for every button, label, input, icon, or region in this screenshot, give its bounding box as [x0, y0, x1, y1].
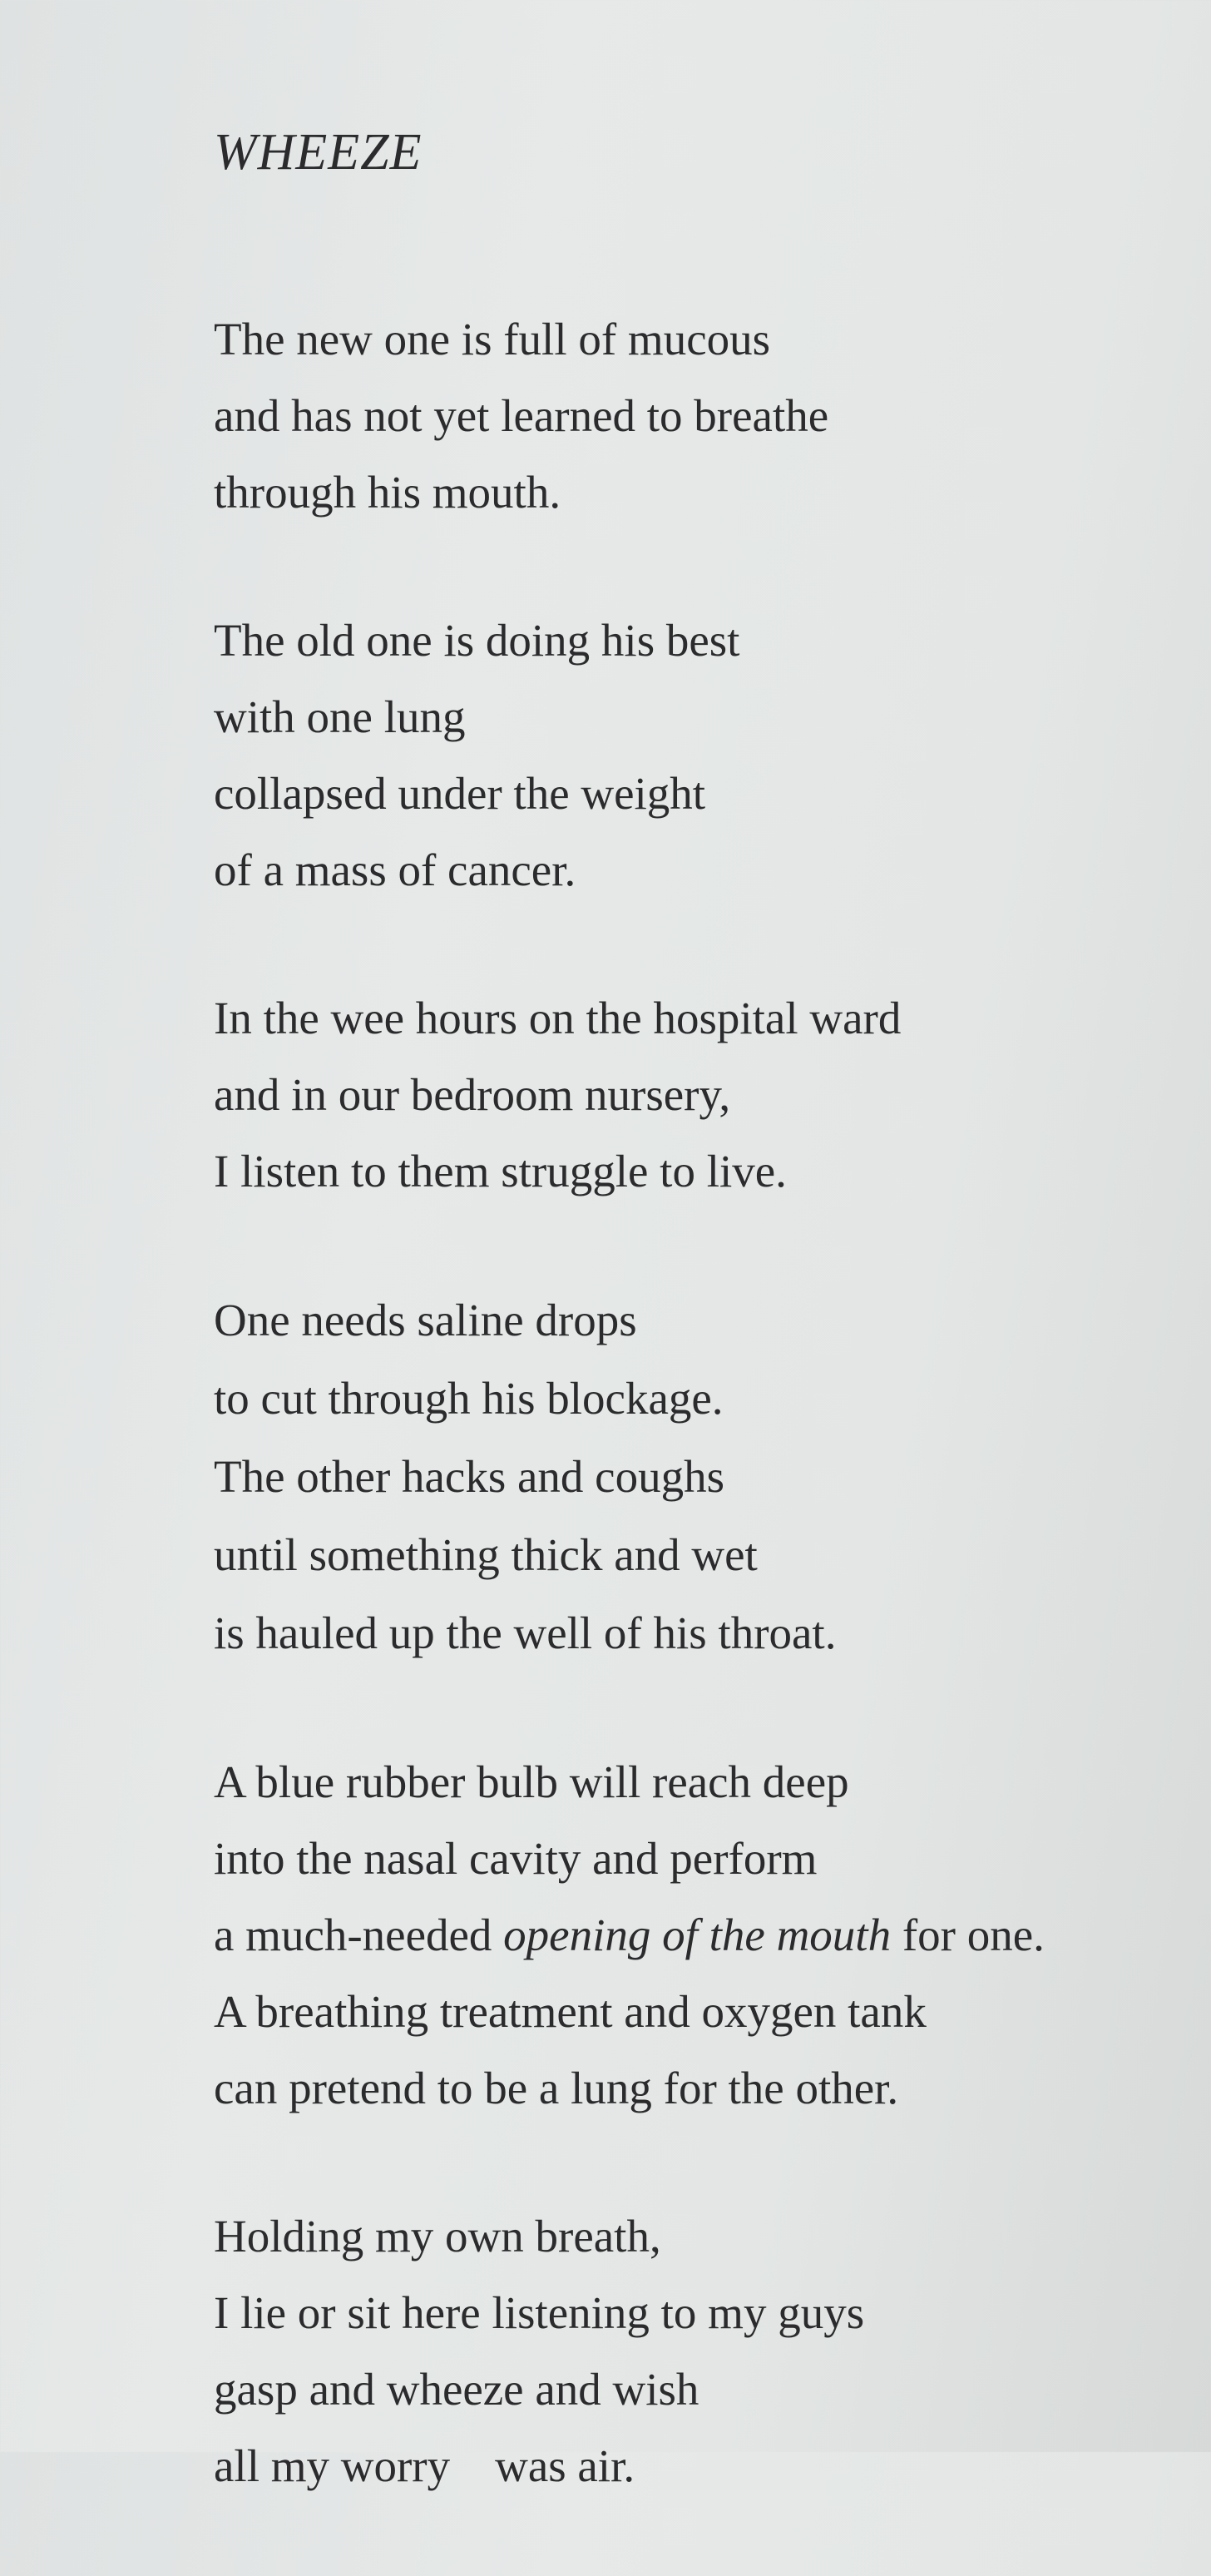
poem-line: A breathing treatment and oxygen tank — [214, 1986, 927, 2037]
line-text: all my worry — [214, 2440, 451, 2491]
line-text: a much-needed — [214, 1910, 504, 1960]
poem-line: until something thick and wet — [214, 1529, 758, 1580]
poem-line: Holding my own breath, — [214, 2211, 661, 2261]
poem-line: The new one is full of mucous — [214, 314, 771, 364]
line-text: was air. — [495, 2440, 635, 2491]
stanza-2 — [214, 602, 1195, 909]
stanza-5 — [214, 1744, 1195, 2127]
poem-title: WHEEZE — [214, 124, 423, 181]
poem-line: A blue rubber bulb will reach deep — [214, 1756, 849, 1807]
poem-line: The old one is doing his best — [214, 615, 740, 666]
line-text: for one. — [891, 1910, 1045, 1960]
stanza-6 — [214, 2198, 1195, 2504]
poem-line: is hauled up the well of his throat. — [214, 1608, 837, 1658]
poem-line: One needs saline drops — [214, 1295, 637, 1345]
poem-line: with one lung — [214, 691, 466, 742]
poem-line: In the wee hours on the hospital ward — [214, 993, 902, 1043]
poem-line: gasp and wheeze and wish — [214, 2364, 699, 2415]
poem-line: I lie or sit here listening to my guys — [214, 2287, 865, 2338]
italic-phrase: opening of the mouth — [503, 1910, 892, 1960]
poem-line: into the nasal cavity and perform — [214, 1833, 818, 1884]
poem-line: and in our bedroom nursery, — [214, 1069, 731, 1120]
poem-line-with-gap — [214, 2428, 1195, 2504]
poem-line-with-italic — [214, 1897, 1195, 1974]
poem-line: of a mass of cancer. — [214, 845, 576, 895]
poem-line: to cut through his blockage. — [214, 1373, 724, 1424]
poem-line: through his mouth. — [214, 467, 561, 518]
stanza-3 — [214, 980, 1195, 1210]
poem-line: can pretend to be a lung for the other. — [214, 2063, 899, 2113]
stanza-4 — [214, 1281, 1195, 1672]
poem-line: and has not yet learned to breathe — [214, 390, 829, 441]
poem-line: collapsed under the weight — [214, 768, 706, 819]
poem-line: The other hacks and coughs — [214, 1451, 724, 1502]
poem-line: I listen to them struggle to live. — [214, 1146, 787, 1196]
stanza-1 — [214, 301, 1195, 531]
poem-body — [214, 301, 1195, 2576]
